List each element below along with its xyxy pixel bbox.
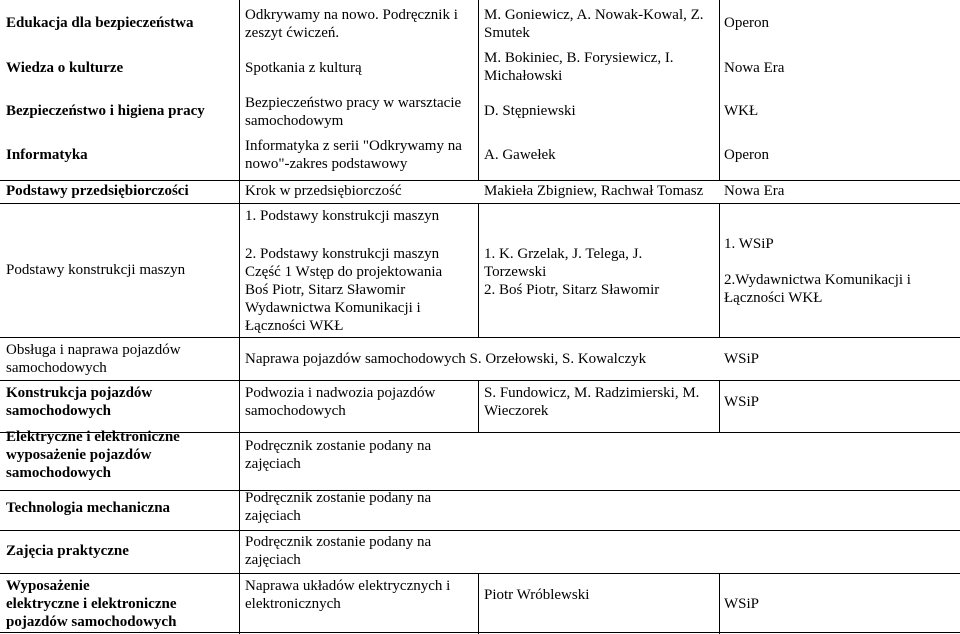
subject-cell: Konstrukcja pojazdów samochodowych: [6, 385, 153, 419]
title-top-cell: 1. Podstawy konstrukcji maszyn: [245, 208, 440, 224]
authors-cell: S. Fundowicz, M. Radzimierski, M. Wieczorek: [484, 385, 700, 419]
title-cell: Odkrywamy na nowo. Podręcznik i zeszyt ćwiczeń.: [245, 7, 458, 41]
subject-cell: Informatyka: [6, 147, 88, 163]
subject-cell: Obsługa i naprawa pojazdów samochodowych: [6, 342, 181, 376]
publisher-cell: WKŁ: [724, 103, 759, 119]
subject-cell: Elektryczne i elektroniczne wyposażenie pojazdów samochodowych: [6, 429, 180, 481]
publisher-cell: Operon: [724, 15, 769, 31]
title-cell: Podwozia i nadwozia pojazdów samochodowych: [245, 385, 436, 419]
publisher-cell: 1. WSiP 2.Wydawnictwa Komunikacji i Łączności WKŁ: [724, 236, 911, 306]
merged-cell: Naprawa pojazdów samochodowych S. Orzełowski, S. Kowalczyk: [245, 351, 647, 367]
subject-cell: Bezpieczeństwo i higiena pracy: [6, 103, 205, 119]
publisher-cell: Nowa Era: [724, 183, 785, 199]
subject-cell: Edukacja dla bezpieczeństwa: [6, 15, 194, 31]
publisher-cell: WSiP: [724, 596, 760, 612]
subject-cell: Wyposażenie elektryczne i elektroniczne pojazdów samochodowych: [6, 578, 177, 630]
subject-cell: Podstawy przedsiębiorczości: [6, 183, 189, 199]
authors-cell: M. Goniewicz, A. Nowak-Kowal, Z. Smutek: [484, 7, 704, 41]
title-cell: Krok w przedsiębiorczość: [245, 183, 402, 199]
title-cell: Podręcznik zostanie podany na zajęciach: [245, 490, 432, 524]
title-cell: Bezpieczeństwo pracy w warsztacie samochodowym: [245, 95, 462, 129]
authors-cell: M. Bokiniec, B. Forysiewicz, I. Michałowski: [484, 50, 674, 84]
title-cell: 2. Podstawy konstrukcji maszyn Część 1 Wstęp do projektowania Boś Piotr, Sitarz Sławomir Wydawnictwa Komunikacji i Łączności WKŁ: [245, 246, 443, 334]
authors-cell: 1. K. Grzelak, J. Telega, J. Torzewski 2. Boś Piotr, Sitarz Sławomir: [484, 246, 660, 298]
authors-cell: A. Gawełek: [484, 147, 556, 163]
title-cell: Informatyka z serii "Odkrywamy na nowo"-zakres podstawowy: [245, 138, 462, 172]
title-cell: Spotkania z kulturą: [245, 60, 362, 76]
publisher-cell: WSiP: [724, 351, 760, 367]
publisher-cell: WSiP: [724, 394, 760, 410]
publisher-cell: Operon: [724, 147, 769, 163]
title-cell: Podręcznik zostanie podany na zajęciach: [245, 534, 432, 568]
authors-cell: Makieła Zbigniew, Rachwał Tomasz: [484, 183, 704, 199]
subject-cell: Wiedza o kulturze: [6, 60, 124, 76]
subject-cell: Technologia mechaniczna: [6, 500, 171, 516]
title-cell: Podręcznik zostanie podany na zajęciach: [245, 438, 432, 472]
subject-cell: Zajęcia praktyczne: [6, 543, 129, 559]
publisher-cell: Nowa Era: [724, 60, 785, 76]
authors-cell: D. Stępniewski: [484, 103, 576, 119]
title-cell: Naprawa układów elektrycznych i elektronicznych: [245, 578, 451, 612]
authors-cell: Piotr Wróblewski: [484, 587, 590, 603]
subject-cell: Podstawy konstrukcji maszyn: [6, 262, 186, 278]
